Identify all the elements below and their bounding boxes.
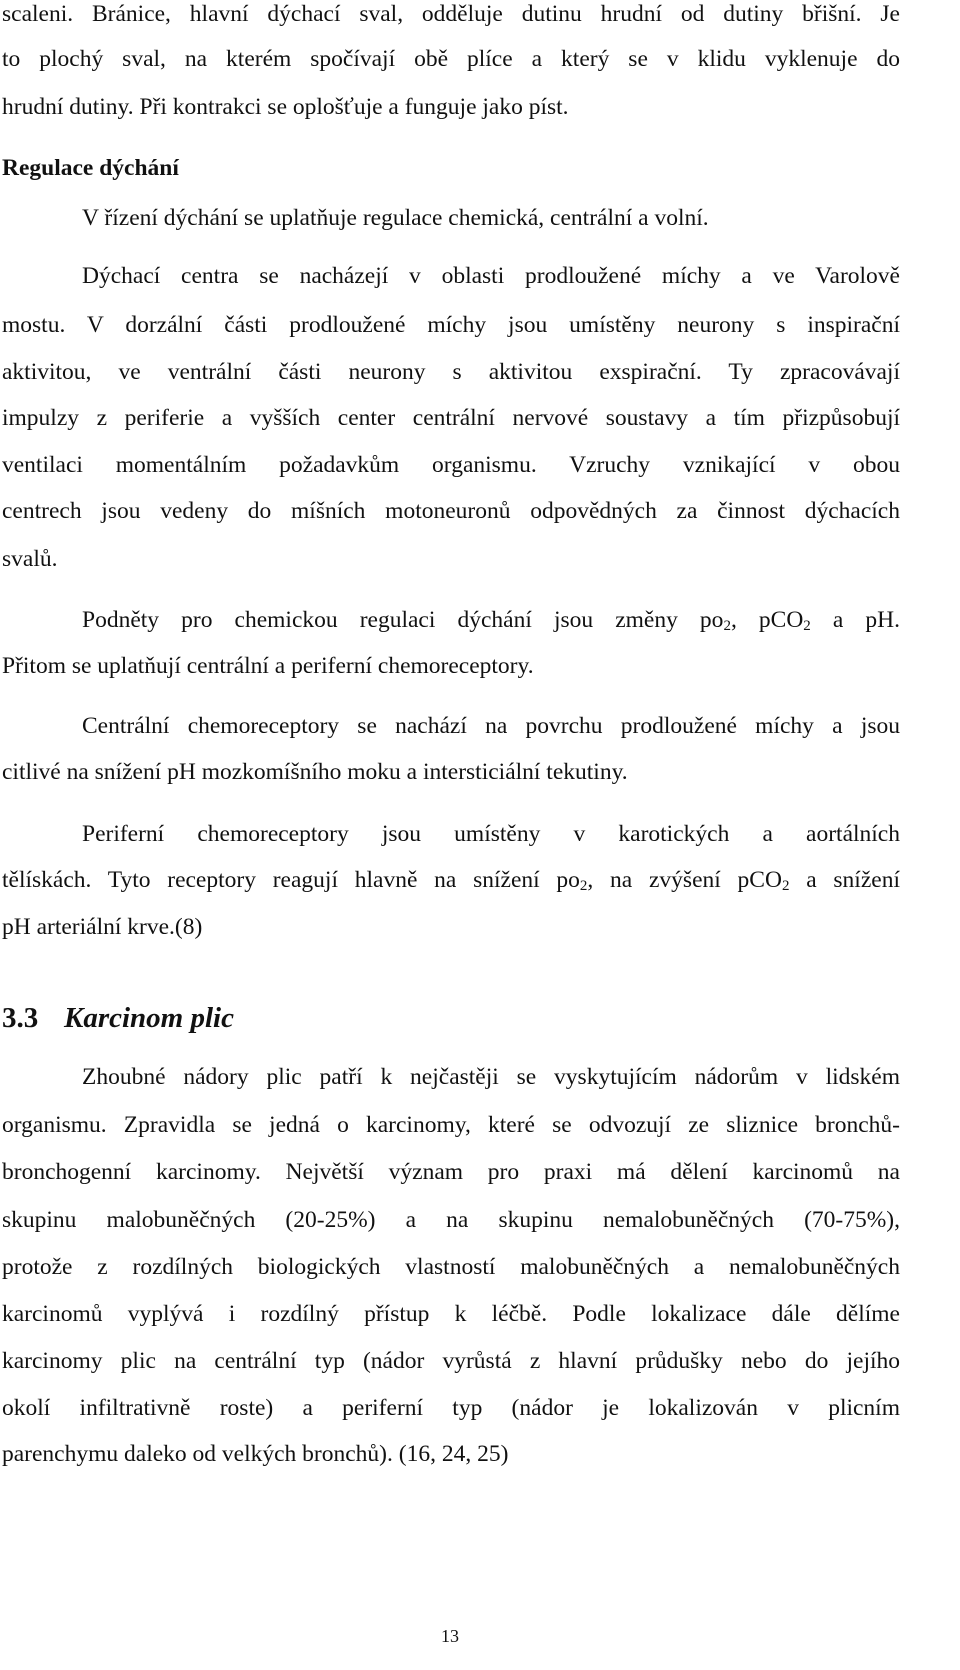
text-run: tělískách. Tyto receptory reagují hlavně na snížení po — [2, 867, 580, 893]
paragraph-line: karcinomy plic na centrální typ (nádor vyrůstá z hlavní průdušky nebo do jejího — [2, 1348, 900, 1374]
paragraph-line: bronchogenní karcinomy. Největší význam pro praxi má dělení karcinomů na — [2, 1159, 900, 1185]
text-run: Podněty pro chemickou regulaci dýchání jsou změny po — [82, 607, 724, 633]
paragraph-line: to plochý sval, na kterém spočívají obě plíce a který se v klidu vyklenuje do — [2, 46, 900, 72]
paragraph-line — [82, 606, 900, 634]
paragraph-line: Přitom se uplatňují centrální a periferní chemoreceptory. — [2, 653, 534, 679]
subheading-regulace: Regulace dýchání — [2, 155, 179, 181]
paragraph-line: Zhoubné nádory plic patří k nejčastěji se vyskytujícím nádorům v lidském — [82, 1064, 900, 1090]
paragraph-line: aktivitou, ve ventrální části neurony s aktivitou exspirační. Ty zpracovávají — [2, 359, 900, 385]
paragraph-line: V řízení dýchání se uplatňuje regulace chemická, centrální a volní. — [82, 205, 709, 231]
paragraph-line: Dýchací centra se nacházejí v oblasti prodloužené míchy a ve Varolově — [82, 263, 900, 289]
paragraph-line: okolí infiltrativně roste) a periferní typ (nádor je lokalizován v plicním — [2, 1395, 900, 1421]
section-heading — [2, 1001, 900, 1035]
paragraph-line: ventilaci momentálním požadavkům organismu. Vzruchy vznikající v obou — [2, 452, 900, 478]
paragraph-line: skupinu malobuněčných (20-25%) a na skupinu nemalobuněčných (70-75%), — [2, 1207, 900, 1233]
section-number: 3.3 — [2, 1002, 39, 1034]
subscript: 2 — [723, 618, 731, 634]
paragraph-line: organismu. Zpravidla se jedná o karcinomy, které se odvozují ze sliznice bronchů- — [2, 1112, 900, 1138]
text-run: , na zvýšení pCO — [587, 867, 782, 893]
text-run: , pCO — [730, 607, 804, 633]
paragraph-line: hrudní dutiny. Při kontrakci se oplošťuje a funguje jako píst. — [2, 94, 569, 120]
paragraph-line: centrech jsou vedeny do míšních motoneuronů odpovědných za činnost dýchacích — [2, 498, 900, 524]
subscript: 2 — [579, 878, 588, 894]
subscript: 2 — [803, 618, 811, 634]
section-title: Karcinom plic — [64, 1002, 234, 1034]
paragraph-line: mostu. V dorzální části prodloužené míchy jsou umístěny neurony s inspirační — [2, 312, 900, 338]
paragraph-line: Periferní chemoreceptory jsou umístěny v karotických a aortálních — [82, 821, 900, 847]
text-run: a pH. — [810, 607, 900, 633]
paragraph-line: svalů. — [2, 546, 58, 572]
paragraph-line: protože z rozdílných biologických vlastností malobuněčných a nemalobuněčných — [2, 1254, 900, 1280]
paragraph-line: Centrální chemoreceptory se nachází na povrchu prodloužené míchy a jsou — [82, 713, 900, 739]
paragraph-line: scaleni. Bránice, hlavní dýchací sval, odděluje dutinu hrudní od dutiny břišní. Je — [2, 1, 900, 27]
paragraph-line — [2, 866, 900, 894]
paragraph-line: karcinomů vyplývá i rozdílný přístup k léčbě. Podle lokalizace dále dělíme — [2, 1301, 900, 1327]
text-run: a snížení — [789, 867, 900, 893]
subscript: 2 — [781, 878, 790, 894]
page-number: 13 — [441, 1626, 459, 1646]
paragraph-line: parenchymu daleko od velkých bronchů). (16, 24, 25) — [2, 1441, 509, 1467]
paragraph-line: impulzy z periferie a vyšších center centrální nervové soustavy a tím přizpůsobují — [2, 405, 900, 431]
paragraph-line: citlivé na snížení pH mozkomíšního moku a intersticiální tekutiny. — [2, 759, 628, 785]
paragraph-line: pH arteriální krve.(8) — [2, 914, 203, 940]
